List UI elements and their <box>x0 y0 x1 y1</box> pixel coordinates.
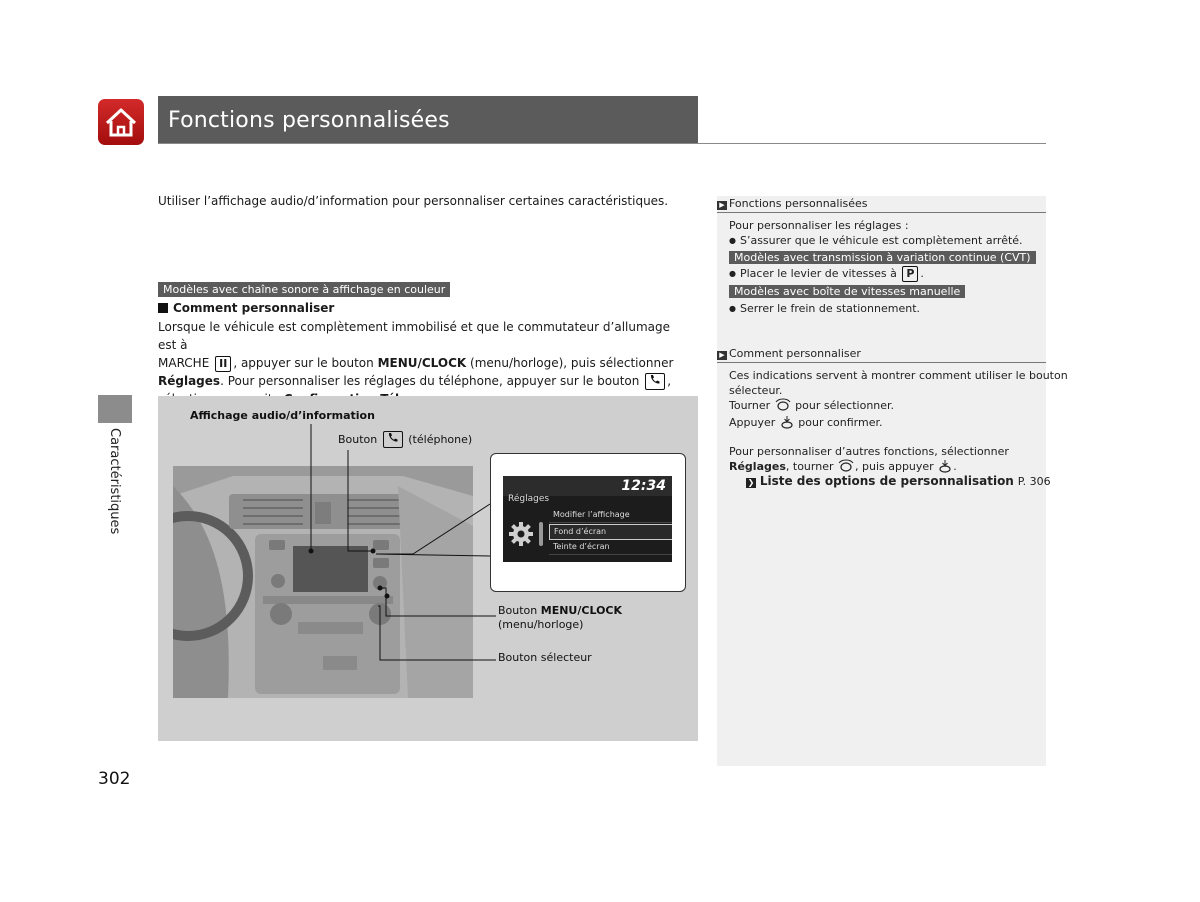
note-turn-post: pour sélectionner. <box>795 399 895 412</box>
note-bullet-text: ● Placer le levier de vitesses à <box>729 267 897 280</box>
label-selector-knob: Bouton sélecteur <box>498 651 592 664</box>
side-tab-label: Caractéristiques <box>107 428 122 535</box>
note-bullet-lever <box>729 266 924 282</box>
label-menu-sub: (menu/horloge) <box>498 618 584 631</box>
home-icon[interactable] <box>98 99 144 145</box>
press-knob-icon <box>937 460 953 473</box>
screen-menu-item-selected[interactable]: Fond d’écran <box>549 524 672 540</box>
section-title: Comment personnaliser <box>173 301 335 315</box>
page-title: Fonctions personnalisées <box>168 108 450 133</box>
screen-clock: 12:34 <box>621 478 666 494</box>
note-press-post: pour confirmer. <box>798 416 883 429</box>
label-menu-clock-button <box>498 604 622 632</box>
note-line: Pour personnaliser d’autres fonctions, sélectionner <box>729 445 1009 458</box>
settings-screen <box>503 476 672 562</box>
note-press <box>729 415 882 430</box>
rotate-knob-icon <box>774 399 792 412</box>
text-telephone: . Pour personnaliser les réglages du téléphone, appuyer sur le bouton <box>220 374 640 388</box>
note-period: . <box>920 267 924 280</box>
label-menu-bold: MENU/CLOCK <box>540 604 623 617</box>
gear-icon <box>507 520 535 552</box>
options-list-page-ref[interactable]: P. 306 <box>1017 475 1051 488</box>
reference-arrow-icon: ▶ <box>717 201 727 210</box>
note-heading-comment <box>717 347 1046 363</box>
ignition-key-icon: II <box>215 356 231 372</box>
label-menu-pre: Bouton <box>498 604 538 617</box>
body-line-1: Lorsque le véhicule est complètement immobilisé et que le commutateur d’allumage est à <box>158 320 671 352</box>
text-marche: MARCHE <box>158 356 210 370</box>
note-line: Pour personnaliser les réglages : <box>729 219 909 232</box>
model-tag-manual: Modèles avec boîte de vitesses manuelle <box>729 285 965 298</box>
label-phone-post: (téléphone) <box>408 433 473 446</box>
press-knob-icon <box>779 416 795 429</box>
side-tab-marker[interactable] <box>98 395 132 423</box>
phone-icon <box>383 431 403 448</box>
label-phone-button <box>338 431 472 448</box>
note-period: . <box>953 460 957 473</box>
label-phone-pre: Bouton <box>338 433 378 446</box>
link-arrow-icon: ❯ <box>747 478 755 487</box>
menu-clock-label: MENU/CLOCK <box>377 356 467 370</box>
note-line: Ces indications servent à montrer comment utiliser le bouton <box>729 369 1068 382</box>
model-tag-color-audio: Modèles avec chaîne sonore à affichage en couleur <box>158 282 450 297</box>
text-comma: , <box>667 374 672 388</box>
note-bullet: ● S’assurer que le véhicule est complètement arrêté. <box>729 233 1023 248</box>
section-heading <box>158 301 334 315</box>
note-line: sélecteur. <box>729 384 783 397</box>
body-line-3 <box>158 372 688 390</box>
square-bullet-icon <box>158 303 168 313</box>
screen-menu-item[interactable]: Modifier l’affichage <box>549 508 672 523</box>
note-turn-text: Tourner <box>729 399 771 412</box>
note-heading-fonctions <box>717 197 1046 213</box>
instructions-body <box>158 318 688 408</box>
screen-title: Réglages <box>508 494 550 504</box>
options-list-link[interactable] <box>746 474 1051 489</box>
label-audio-display: Affichage audio/d’information <box>190 409 375 422</box>
screen-menu-item[interactable]: Teinte d’écran <box>549 540 672 555</box>
title-underline <box>158 143 1046 144</box>
note-press-inline: , puis appuyer <box>855 460 934 473</box>
note-reglages-bold: Réglages <box>729 460 786 473</box>
note-turn <box>729 398 894 413</box>
note-heading-text: Fonctions personnalisées <box>729 197 868 210</box>
park-key-icon: P <box>902 266 918 282</box>
note-press-text: Appuyer <box>729 416 776 429</box>
phone-icon <box>645 373 665 390</box>
note-heading-text: Comment personnaliser <box>729 347 861 360</box>
note-turn-inline: , tourner <box>785 460 834 473</box>
intro-text: Utiliser l’affichage audio/d’information pour personnaliser certaines caractéristiques. <box>158 194 669 208</box>
body-line-2 <box>158 354 688 372</box>
page-number: 302 <box>98 769 131 789</box>
reglages-label: Réglages <box>158 374 221 388</box>
text-appuyer: , appuyer sur le bouton <box>233 356 374 370</box>
note-reglages-line <box>729 459 957 474</box>
note-bullet: ● Serrer le frein de stationnement. <box>729 301 920 316</box>
options-list-link-text[interactable]: Liste des options de personnalisation <box>759 474 1014 488</box>
rotate-knob-icon <box>837 460 855 473</box>
scroll-arc <box>539 522 543 546</box>
text-menu-horloge: (menu/horloge), puis sélectionner <box>470 356 674 370</box>
reference-arrow-icon: ▶ <box>717 351 727 360</box>
model-tag-cvt: Modèles avec transmission à variation continue (CVT) <box>729 251 1036 264</box>
